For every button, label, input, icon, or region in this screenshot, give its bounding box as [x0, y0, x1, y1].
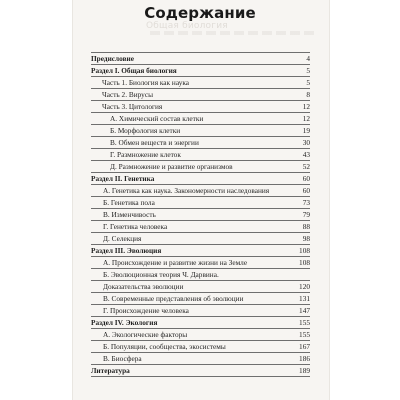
toc-row — [91, 353, 310, 365]
toc-row — [91, 113, 310, 125]
toc-entry-label: Часть 3. Цитология — [102, 102, 163, 111]
toc-entry-label: Г. Генетика человека — [103, 222, 168, 231]
toc-row — [91, 293, 310, 305]
toc-page-number: 108 — [299, 258, 310, 267]
toc-row — [91, 281, 310, 293]
toc-entry-label: Б. Морфология клетки — [110, 126, 181, 135]
toc-page-number: 5 — [306, 78, 310, 87]
toc-row — [91, 197, 310, 209]
toc-row — [91, 233, 310, 245]
toc-page-number: 5 — [306, 66, 310, 75]
toc-entry-label: Литература — [91, 366, 130, 375]
toc-page-number: 12 — [302, 102, 310, 111]
toc-row — [91, 269, 310, 281]
toc-page-number: 167 — [299, 342, 310, 351]
toc-entry-label: А. Химический состав клетки — [110, 114, 204, 123]
toc-row — [91, 125, 310, 137]
toc-page-number: 108 — [299, 246, 310, 255]
toc-row — [91, 185, 310, 197]
toc-page-number: 30 — [302, 138, 310, 147]
toc-row — [91, 161, 310, 173]
toc-page-number: 60 — [302, 174, 310, 183]
toc-page-number: 60 — [302, 186, 310, 195]
toc-entry-label: Г. Происхождение человека — [103, 306, 189, 315]
toc-page-number: 98 — [302, 234, 310, 243]
toc-page-number: 88 — [302, 222, 310, 231]
table-of-contents — [91, 52, 310, 377]
page-title: Содержание — [144, 4, 256, 22]
toc-page-number: 73 — [302, 198, 310, 207]
toc-page-number: 120 — [299, 282, 310, 291]
bleed-through-text: Общая биология — [146, 21, 228, 31]
toc-page-number: 186 — [299, 354, 310, 363]
toc-entry-label: Часть 2. Вирусы — [102, 90, 153, 99]
toc-row — [91, 65, 310, 77]
toc-row — [91, 305, 310, 317]
toc-page-number: 79 — [302, 210, 310, 219]
toc-page-number: 8 — [306, 90, 310, 99]
toc-row — [91, 245, 310, 257]
toc-page-number: 4 — [306, 54, 310, 63]
toc-page-number: 19 — [302, 126, 310, 135]
toc-entry-label: А. Происхождение и развитие жизни на Земле — [103, 258, 248, 267]
toc-page-number: 155 — [299, 318, 310, 327]
toc-entry-label: Д. Селекция — [103, 234, 142, 243]
toc-row — [91, 257, 310, 269]
toc-page-number: 43 — [302, 150, 310, 159]
toc-entry-label: В. Биосфера — [103, 354, 142, 363]
toc-page-number: 147 — [299, 306, 310, 315]
toc-row — [91, 101, 310, 113]
toc-entry-label: Д. Размножение и развитие организмов — [110, 162, 233, 171]
toc-entry-label: А. Генетика как наука. Закономерности наследования — [103, 186, 270, 195]
toc-page-number: 189 — [299, 366, 310, 375]
toc-row — [91, 317, 310, 329]
toc-row — [91, 329, 310, 341]
toc-entry-label: В. Современные представления об эволюции — [103, 294, 244, 303]
toc-row — [91, 137, 310, 149]
toc-row — [91, 341, 310, 353]
toc-row — [91, 77, 310, 89]
toc-entry-label: В. Изменчивость — [103, 210, 156, 219]
toc-entry-label: А. Экологические факторы — [103, 330, 188, 339]
toc-row — [91, 149, 310, 161]
toc-page-number: 12 — [302, 114, 310, 123]
toc-page-number: 155 — [299, 330, 310, 339]
toc-page-number: 131 — [299, 294, 310, 303]
toc-entry-label: Раздел II. Генетика — [91, 174, 155, 183]
toc-row — [91, 173, 310, 185]
bleed-through-line — [150, 31, 318, 35]
toc-entry-label: Раздел I. Общая биология — [91, 66, 177, 75]
toc-entry-label: В. Обмен веществ и энергии — [110, 138, 199, 147]
toc-entry-label: Предисловие — [91, 54, 134, 63]
toc-entry-label: Б. Популяции, сообщества, экосистемы — [103, 342, 226, 351]
toc-row — [91, 209, 310, 221]
toc-entry-label: Доказательства эволюции — [103, 282, 184, 291]
toc-row — [91, 53, 310, 65]
toc-page-number: 52 — [302, 162, 310, 171]
toc-entry-label: Раздел III. Эволюция — [91, 246, 162, 255]
toc-entry-label: Часть 1. Биология как наука — [102, 78, 190, 87]
toc-entry-label: Б. Эволюционная теория Ч. Дарвина. — [103, 270, 219, 279]
toc-row — [91, 365, 310, 377]
toc-row — [91, 221, 310, 233]
toc-entry-label: Раздел IV. Экология — [91, 318, 158, 327]
toc-row — [91, 89, 310, 101]
toc-entry-label: Б. Генетика пола — [103, 198, 155, 207]
toc-entry-label: Г. Размножение клеток — [110, 150, 181, 159]
